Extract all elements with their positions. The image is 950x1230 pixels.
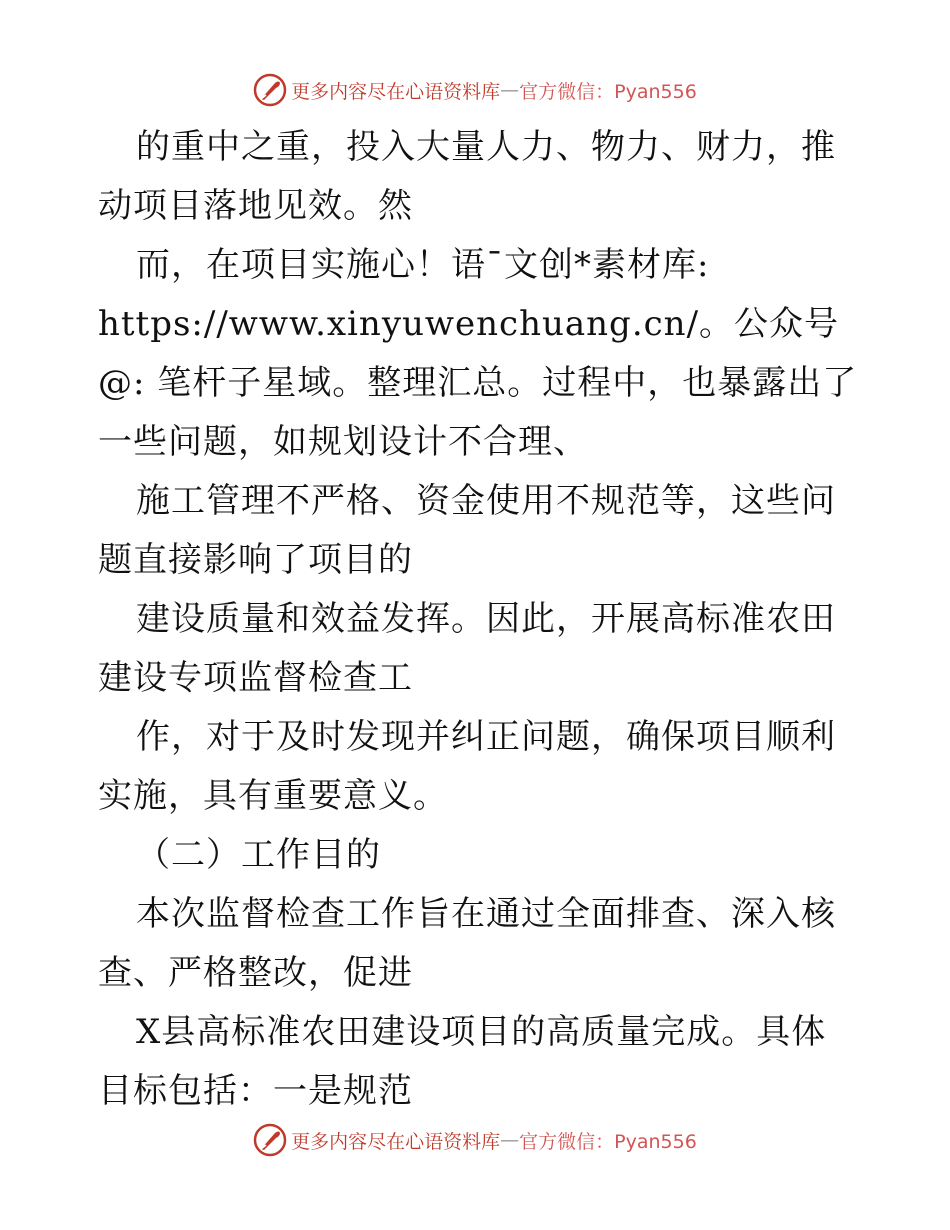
paragraph: 本次监督检查工作旨在通过全面排查、深入核查、严格整改，促进: [98, 894, 836, 993]
banner-dash: —: [500, 79, 520, 101]
banner-wechat-text: 官方微信：Pyan556: [519, 80, 697, 103]
header-watermark-banner: [0, 72, 950, 108]
paragraph: 作，对于及时发现并纠正问题，确保项目顺利实施，具有重要意义。: [98, 717, 836, 816]
banner-dash: —: [500, 1129, 520, 1151]
section-subheading: （二）工作目的: [136, 835, 381, 875]
quill-pen-icon: [253, 73, 287, 107]
footer-watermark-banner: [0, 1122, 950, 1158]
banner-lead-text: 更多内容尽在心语资料库: [291, 80, 501, 103]
paragraph: 施工管理不严格、资金使用不规范等，这些问题直接影响了项目的: [98, 481, 836, 580]
paragraph: 建设质量和效益发挥。因此，开展高标准农田建设专项监督检查工: [98, 599, 836, 698]
paragraph: 的重中之重，投入大量人力、物力、财力，推动项目落地见效。然: [98, 127, 836, 226]
banner-wechat-text: 官方微信：Pyan556: [519, 1130, 697, 1153]
paragraph: X县高标准农田建设项目的高质量完成。具体目标包括：一是规范: [98, 1012, 827, 1111]
banner-lead-text: 更多内容尽在心语资料库: [291, 1130, 501, 1153]
paragraph: 而，在项目实施心！语¯文创*素材库: https://www.xinyuwenchuang.cn/。公众号@: 笔杆子星域。整理汇总。过程中，也暴露出了一些问题，如规划设计不合理、: [98, 245, 858, 462]
document-body: [98, 118, 858, 1121]
quill-pen-icon: [253, 1123, 287, 1157]
